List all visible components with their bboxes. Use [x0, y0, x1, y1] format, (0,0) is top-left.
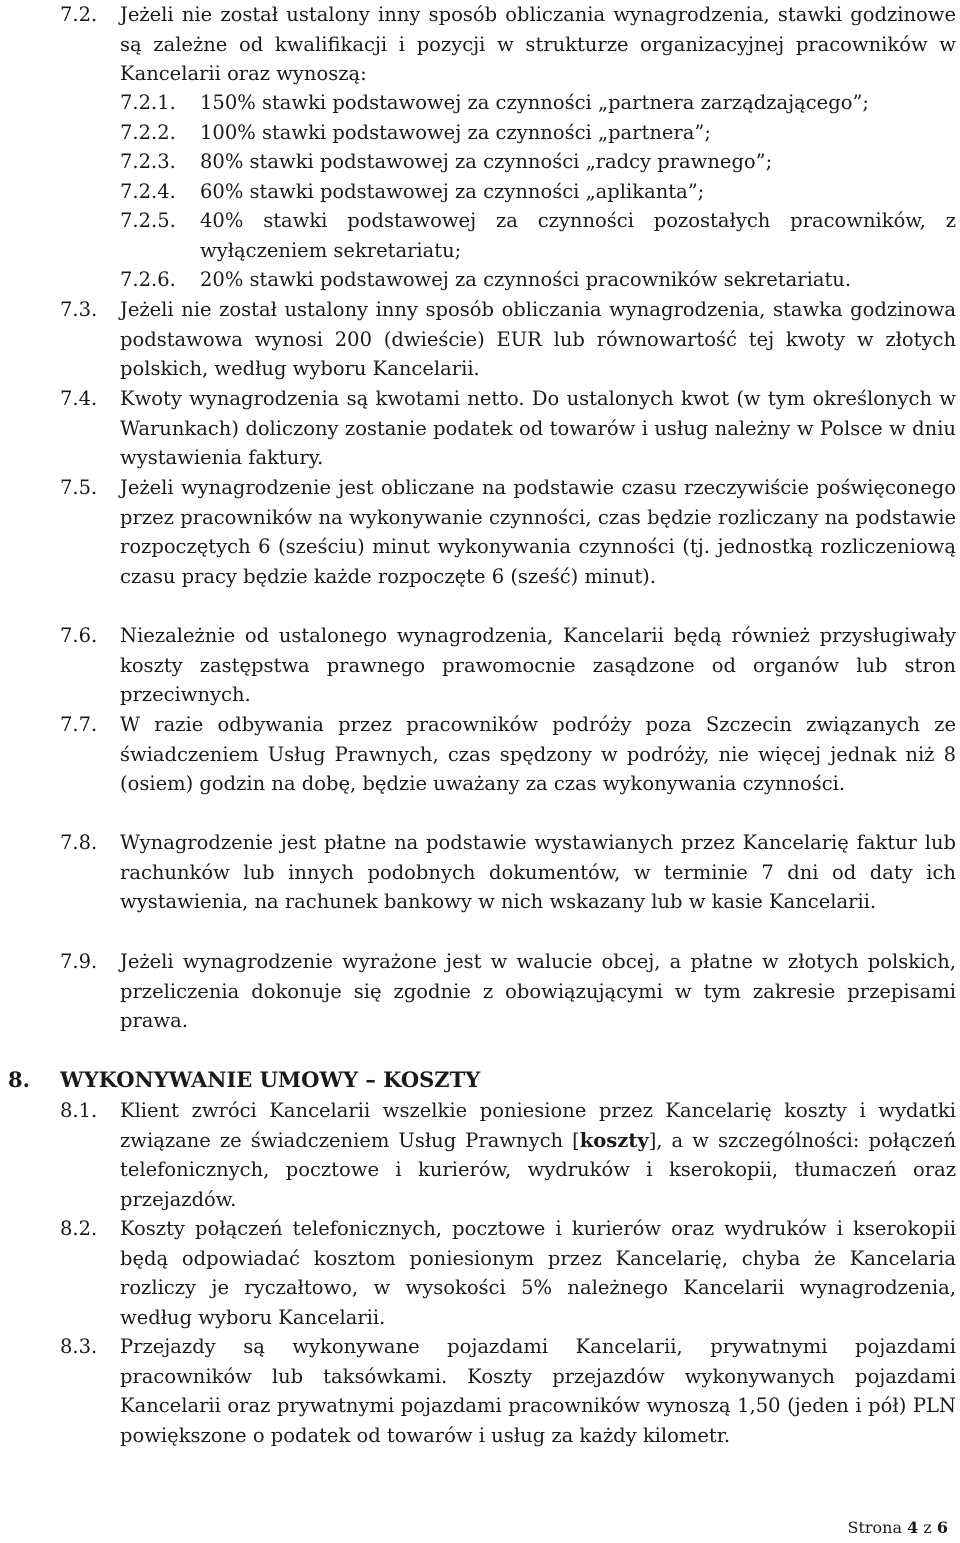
paragraph-text: Jeżeli nie został ustalony inny sposób obliczania wynagrodzenia, stawka godzinowa podstawowa wynosi 200 (dwieście) EUR lub równowartość tej kwoty w złotych polskich, według wyboru Kancelarii.: [120, 298, 956, 381]
paragraph-7-2: [60, 0, 956, 89]
paragraph-number: 8.2.: [60, 1217, 98, 1240]
paragraph-7-3: [60, 295, 956, 384]
paragraph-text: Przejazdy są wykonywane pojazdami Kancelarii, prywatnymi pojazdami pracowników lub taksówkami. Koszty przejazdów wykonywanych pojazdami Kancelarii oraz prywatnymi pojazdami pracowników wynoszą 1,50 (jeden i pół) PLN powiększone o podatek od towarów i usług za każdy kilometr.: [120, 1335, 956, 1447]
list-item: [120, 177, 956, 207]
list-item-text: 20% stawki podstawowej za czynności pracowników sekretariatu.: [200, 268, 852, 291]
paragraph-text: Koszty połączeń telefonicznych, pocztowe i kurierów oraz wydruków i kserokopii będą odpowiadać kosztom poniesionym przez Kancelarię, chyba że Kancelaria rozliczy je ryczałtowo, w wysokości 5% należnego Kancelarii wynagrodzenia, według wyboru Kancelarii.: [120, 1217, 956, 1329]
list-item-text: 40% stawki podstawowej za czynności pozostałych pracowników, z wyłączeniem sekretariatu;: [200, 209, 956, 262]
paragraph-7-5: [60, 473, 956, 591]
list-item-number: 7.2.6.: [120, 268, 176, 291]
paragraph-number: 7.6.: [60, 624, 98, 647]
list-item-text: 80% stawki podstawowej za czynności „radcy prawnego”;: [200, 150, 773, 173]
total-pages: 6: [936, 1518, 948, 1537]
list-item-number: 7.2.3.: [120, 150, 176, 173]
paragraph-number: 8.1.: [60, 1099, 98, 1122]
paragraph-text: W razie odbywania przez pracowników podróży poza Szczecin związanych ze świadczeniem Usług Prawnych, czas spędzony w podróży, nie więcej jednak niż 8 (osiem) godzin na dobę, będzie uważany za czas wykonywania czynności.: [120, 713, 956, 796]
paragraph-8-2: [60, 1214, 956, 1332]
paragraph-number: 7.5.: [60, 476, 98, 499]
paragraph-number: 7.9.: [60, 950, 98, 973]
footer-label: Strona: [847, 1518, 902, 1537]
paragraph-text: Niezależnie od ustalonego wynagrodzenia, Kancelarii będą również przysługiwały koszty zastępstwa prawnego prawomocnie zasądzone od organów lub stron przeciwnych.: [120, 624, 956, 707]
paragraph-text: [120, 1096, 956, 1214]
list-item: [120, 265, 956, 295]
paragraph-7-9: [60, 947, 956, 1036]
list-item-number: 7.2.1.: [120, 91, 176, 114]
paragraph-number: 7.8.: [60, 831, 98, 854]
paragraph-number: 7.2.: [60, 3, 98, 26]
paragraph-number: 7.7.: [60, 713, 98, 736]
text-segment: ], a w szczególności: połączeń telefonicznych, pocztowe i kurierów, wydruków i kserokopii, tłumaczeń oraz przejazdów.: [120, 1128, 957, 1211]
list-item-number: 7.2.4.: [120, 180, 176, 203]
paragraph-number: 8.3.: [60, 1335, 98, 1358]
current-page-number: 4: [907, 1518, 919, 1537]
section-heading-8: [8, 1065, 948, 1095]
paragraph-number: 7.4.: [60, 387, 98, 410]
list-item-number: 7.2.5.: [120, 209, 176, 232]
list-item-number: 7.2.2.: [120, 121, 176, 144]
text-segment: Klient zwróci Kancelarii wszelkie poniesione przez Kancelarię koszty i wydatki związane ze świadczeniem Usług Prawnych [: [120, 1099, 956, 1152]
page-footer: [847, 1518, 948, 1538]
list-item: [120, 118, 956, 148]
paragraph-7-8: [60, 828, 956, 917]
paragraph-text: Jeżeli nie został ustalony inny sposób obliczania wynagrodzenia, stawki godzinowe są zależne od kwalifikacji i pozycji w strukturze organizacyjnej pracowników w Kancelarii oraz wynoszą:: [120, 3, 956, 86]
paragraph-text: Jeżeli wynagrodzenie wyrażone jest w walucie obcej, a płatne w złotych polskich, przeliczenia dokonuje się zgodnie z obowiązującymi w tym zakresie przepisami prawa.: [120, 950, 956, 1033]
paragraph-7-4: [60, 384, 956, 473]
paragraph-text: Wynagrodzenie jest płatne na podstawie wystawianych przez Kancelarię faktur lub rachunków lub innych podobnych dokumentów, w terminie 7 dni od daty ich wystawienia, na rachunek bankowy w nich wskazany lub w kasie Kancelarii.: [120, 831, 956, 914]
paragraph-7-7: [60, 710, 956, 799]
list-item-text: 100% stawki podstawowej za czynności „partnera”;: [200, 121, 711, 144]
defined-term: koszty: [579, 1128, 649, 1152]
list-item: [120, 147, 956, 177]
paragraph-8-3: [60, 1332, 956, 1450]
paragraph-8-1: [60, 1096, 956, 1214]
list-item: [120, 88, 956, 118]
section-title: WYKONYWANIE UMOWY – KOSZTY: [60, 1067, 481, 1092]
list-item-text: 60% stawki podstawowej za czynności „aplikanta”;: [200, 180, 705, 203]
footer-separator: z: [923, 1518, 932, 1537]
section-number: 8.: [8, 1067, 30, 1092]
list-item: [120, 206, 956, 265]
paragraph-text: Kwoty wynagrodzenia są kwotami netto. Do ustalonych kwot (w tym określonych w Warunkach) doliczony zostanie podatek od towarów i usług należny w Polsce w dniu wystawienia faktury.: [120, 387, 956, 470]
paragraph-number: 7.3.: [60, 298, 98, 321]
paragraph-7-6: [60, 621, 956, 710]
list-item-text: 150% stawki podstawowej za czynności „partnera zarządzającego”;: [200, 91, 869, 114]
paragraph-text: Jeżeli wynagrodzenie jest obliczane na podstawie czasu rzeczywiście poświęconego przez pracowników na wykonywanie czynności, czas będzie rozliczany na podstawie rozpoczętych 6 (sześciu) minut wykonywania czynności (tj. jednostką rozliczeniową czasu pracy będzie każde rozpoczęte 6 (sześć) minut).: [120, 476, 956, 588]
